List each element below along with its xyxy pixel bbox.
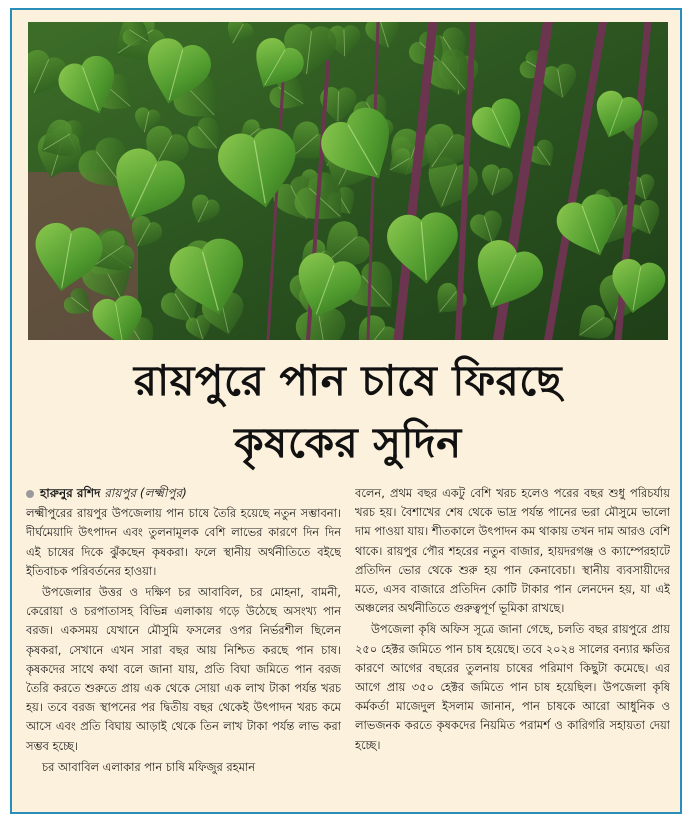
article-body: [26, 484, 670, 810]
paragraph: উপজেলার উত্তর ও দক্ষিণ চর আবাবিল, চর মোহনা, বামনী, কেরোয়া ও চরপাতাসহ বিভিন্ন এলাকায় গড়ে উঠেছে অসংখ্য পান বরজ। একসময় যেখানে মৌসুমি ফসলের ওপর নির্ভরশীল ছিলেন কৃষকরা, সেখানে এখন সারা বছর আয় নিশ্চিত করছে পান চাষ। কৃষকদের সাথে কথা বলে জানা যায়, প্রতি বিঘা জমিতে পান বরজ তৈরি করতে শুরুতে প্রায় এক থেকে সোয়া এক লাখ টাকা পর্যন্ত খরচ হয়। তবে বরজ স্থাপনের পর দ্বিতীয় বছর থেকেই উৎপাদন খরচ কমে আসে এবং প্রতি বিঘায় আড়াই থেকে তিন লাখ টাকা পর্যন্ত লাভ করা সম্ভব হচ্ছে।: [26, 585, 341, 753]
article-column-2: [355, 484, 670, 810]
betel-leaf-photo: [28, 22, 668, 340]
paragraph: উপজেলা কৃষি অফিস সূত্রে জানা গেছে, চলতি বছর রায়পুরে প্রায় ২৫০ হেক্টর জমিতে পান চাষ হয়েছে। তবে ২০২৪ সালের বন্যার ক্ষতির কারণে আগের বছরের তুলনায় চাষের পরিমাণ কিছুটা কমেছে। এর আগে প্রায় ৩৫০ হেক্টর জমিতে পান চাষ হয়েছিল। উপজেলা কৃষি কর্মকর্তা মাজেদুল ইসলাম জানান, পান চাষকে আরো আধুনিক ও লাভজনক করতে কৃষকদের নিয়মিত পরামর্শ ও কারিগরি সহায়তা দেয়া হচ্ছে।: [355, 622, 670, 752]
article-column-1: [26, 484, 341, 810]
byline-location: রায়পুর (লক্ষ্মীপুর): [104, 486, 187, 500]
headline: [28, 350, 668, 474]
newspaper-clipping: [10, 8, 682, 814]
headline-line-2: কৃষকের সুদিন: [234, 418, 462, 467]
bullet-dot-icon: [26, 490, 34, 498]
paragraph: লক্ষ্মীপুরের রায়পুর উপজেলায় পান চাষে তৈরি হয়েছে নতুন সম্ভাবনা। দীর্ঘমেয়াদি উৎপাদন এবং তুলনামূলক বেশি লাভের কারণে দিন দিন এই চাষের দিকে ঝুঁকছেন কৃষকরা। ফলে স্থানীয় অর্থনীতিতে বইছে ইতিবাচক পরিবর্তনের হাওয়া।: [26, 506, 341, 578]
paragraph: বলেন, প্রথম বছর একটু বেশি খরচ হলেও পরের বছর শুধু পরিচর্যায় খরচ হয়। বৈশাখের শেষ থেকে ভাদ্র পর্যন্ত পানের ভরা মৌসুমে ভালো দাম পাওয়া যায়। শীতকালে উৎপাদন কম থাকায় তখন দাম আরও বেশি থাকে। রায়পুর পৌর শহরের নতুন বাজার, হায়দরগঞ্জ ও ক্যাম্পেরহাটে প্রতিদিন ভোর থেকে শুরু হয় পান কেনাবেচা। স্থানীয় ব্যবসায়ীদের মতে, এসব বাজারে প্রতিদিন কোটি টাকার পান লেনদেন হয়, যা এই অঞ্চলের অর্থনীতিতে গুরুত্বপূর্ণ ভূমিকা রাখছে।: [355, 486, 670, 616]
byline-author: হারুনুর রশিদ: [40, 486, 101, 500]
paragraph: চর আবাবিল এলাকার পান চাষি মফিজুর রহমান: [42, 759, 256, 774]
headline-line-1: রায়পুরে পান চাষে ফিরছে: [133, 356, 563, 405]
betel-leaf-illustration: [28, 22, 668, 340]
byline: [26, 484, 341, 503]
